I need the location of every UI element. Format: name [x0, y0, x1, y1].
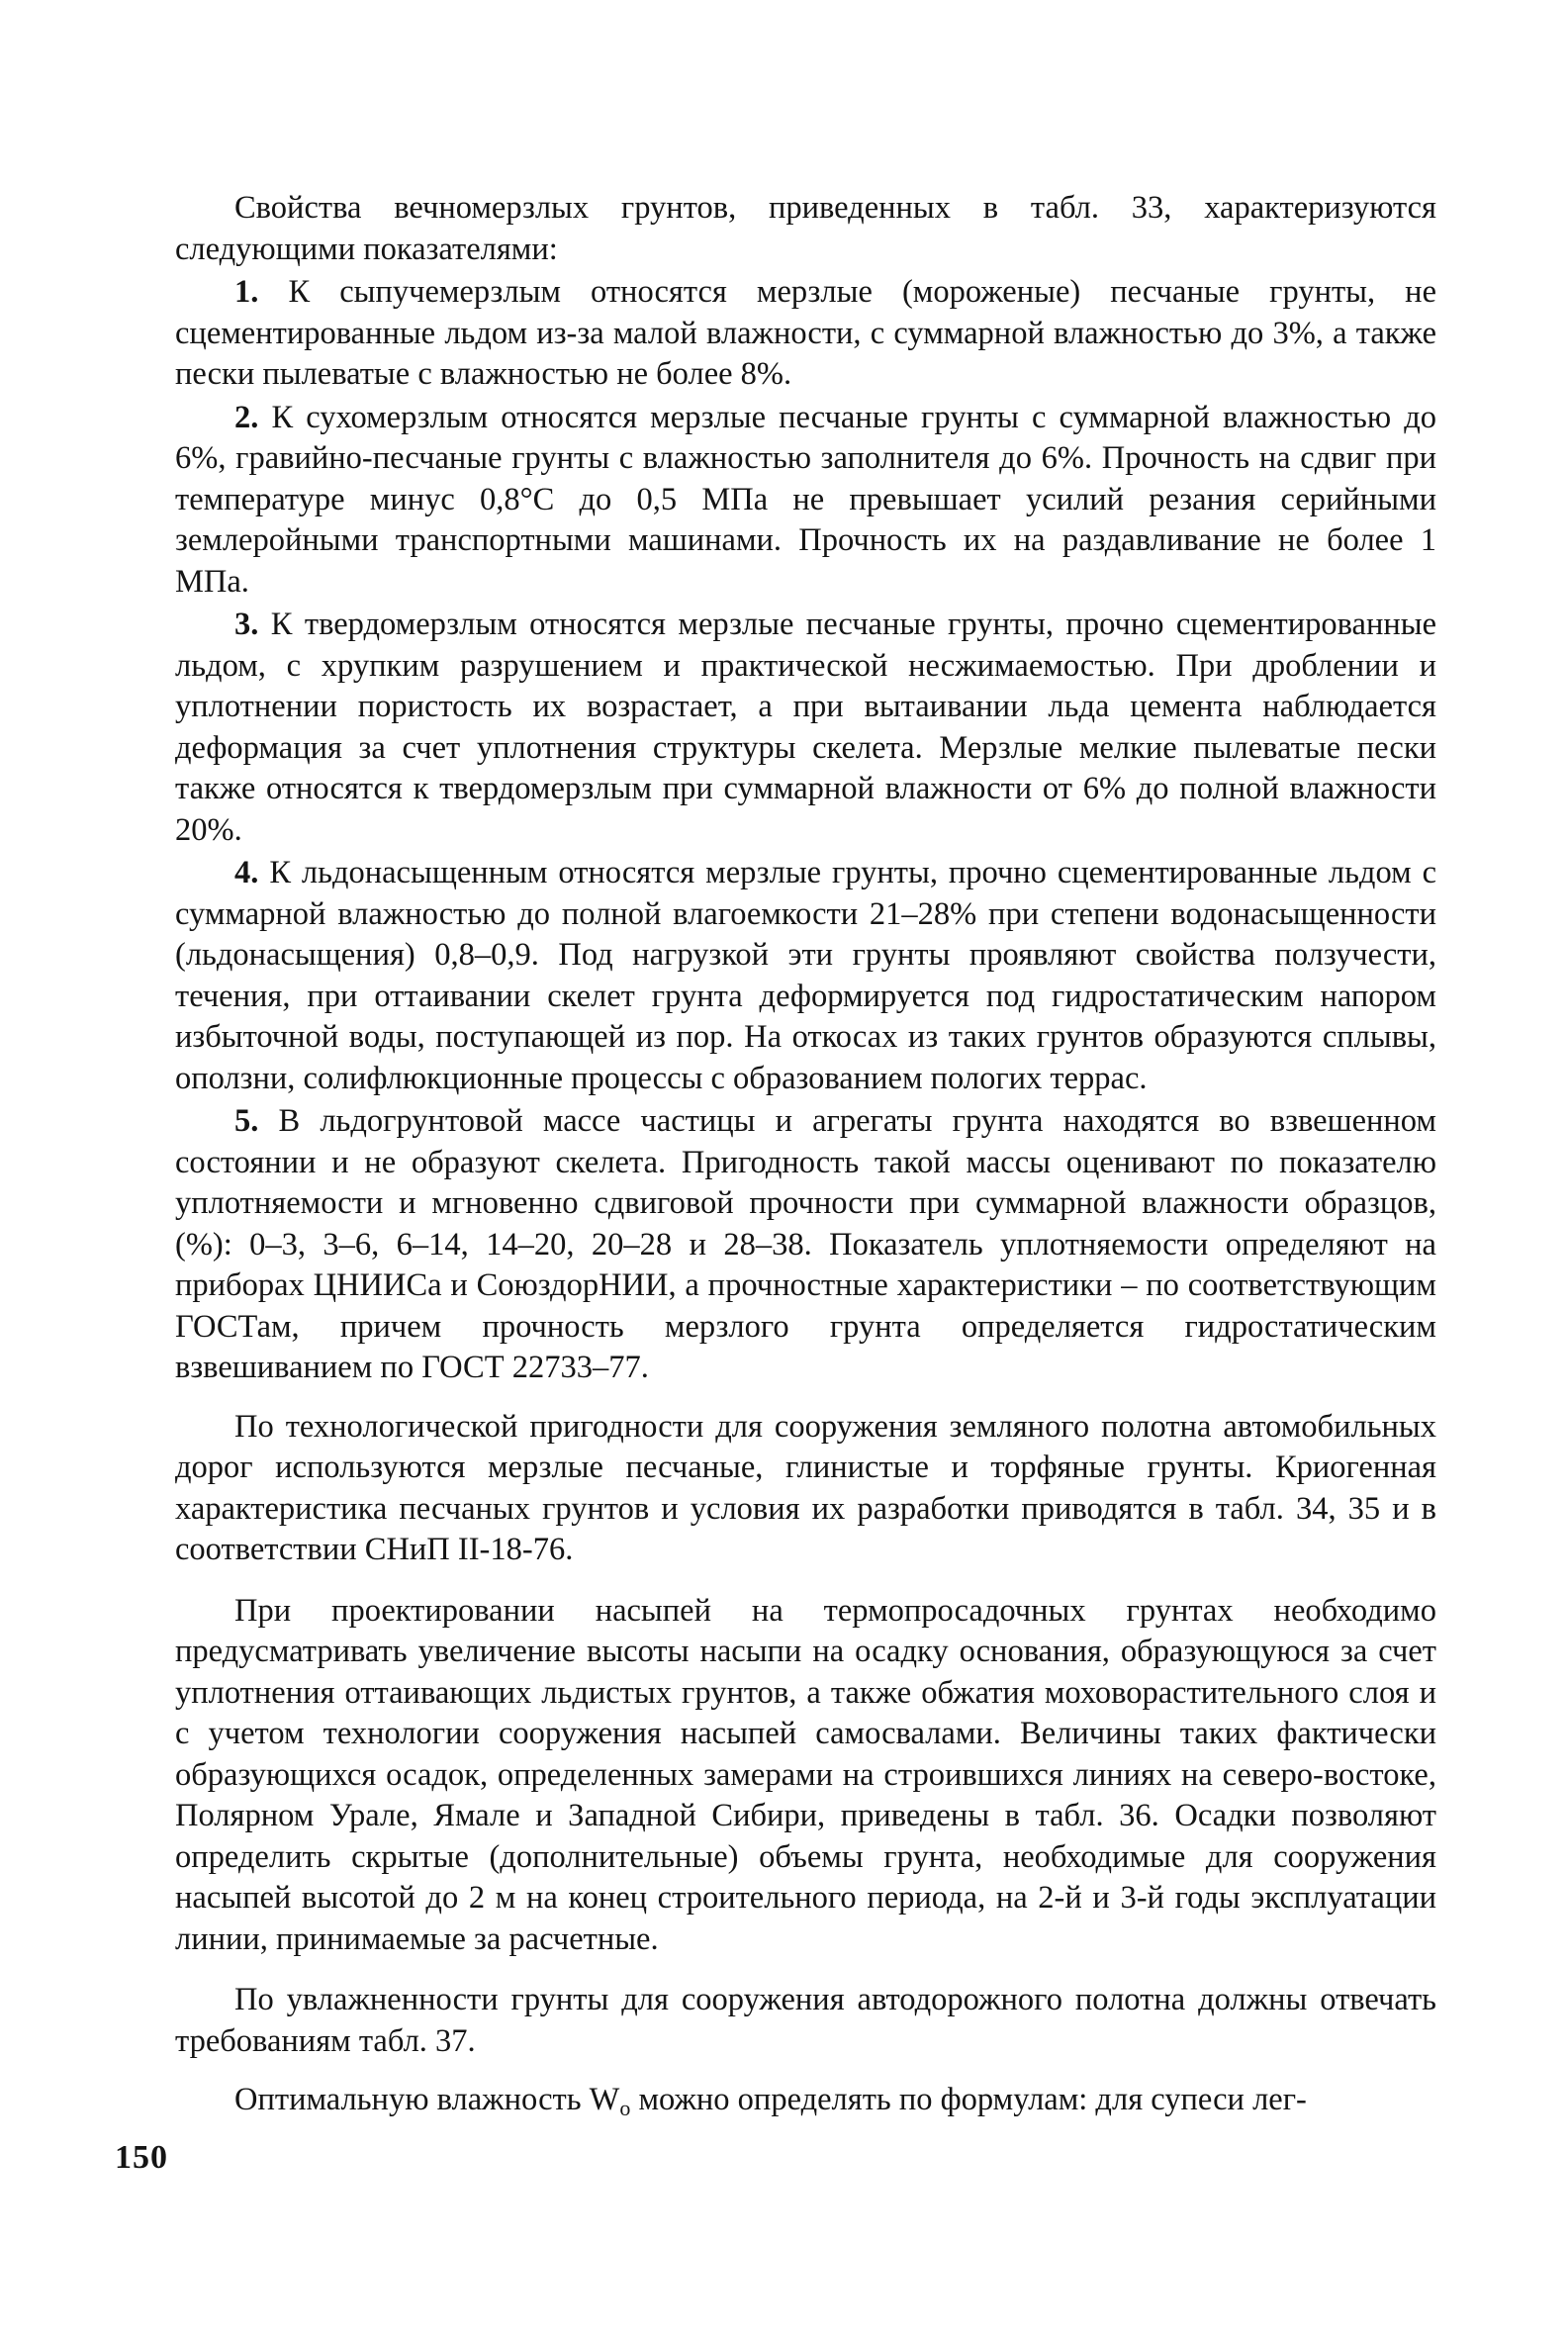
list-item-text: К льдонасыщенным относятся мерзлые грунты, прочно сцементированные льдом с суммарной влажностью до полной влагоемкости 21–28% при степени водонасыщенности (льдонасыщения) 0,8–0,9. Под нагрузкой эти грунты проявляют свойства ползучести, течения, при оттаивании скелет грунта деформируется под гидростатическим напором избыточной воды, поступающей из пор. На откосах из таких грунтов образуются сплывы, оползни, солифлюкционные процессы с образованием пологих террас. — [175, 855, 1437, 1096]
list-item-number: 4. — [234, 855, 259, 890]
page-number: 150 — [115, 2139, 168, 2176]
paragraph-technological-suitability: По технологической пригодности для сооружения земляного полотна автомобильных дорог используются мерзлые песчаные, глинистые и торфяные грунты. Криогенная характеристика песчаных грунтов и условия их разработки приводятся в табл. 34, 35 и в соответствии СНиП II-18-76. — [175, 1408, 1436, 1567]
intro-paragraph: Свойства вечномерзлых грунтов, приведенных в табл. 33, характеризуются следующими показателями: — [175, 190, 1436, 267]
list-item-3 — [175, 605, 1436, 851]
list-item-1 — [175, 272, 1436, 396]
list-item-text: К сыпучемерзлым относятся мерзлые (мороженые) песчаные грунты, не сцементированные льдом из-за малой влажности, с суммарной влажностью до 3%, а также пески пылеватые с влажностью не более 8%. — [175, 274, 1437, 392]
list-item-number: 5. — [234, 1103, 259, 1139]
text-column — [175, 188, 1436, 2129]
moisture-subscript: о — [619, 2096, 631, 2120]
optimal-moisture-text-end: можно определять по формулам: для супеси лег- — [630, 2082, 1307, 2117]
paragraph-moisture-requirements: По увлажненности грунты для сооружения автодорожного полотна должны отвечать требованиям табл. 37. — [175, 1982, 1436, 2059]
list-item-4 — [175, 853, 1436, 1099]
list-item-text: К твердомерзлым относятся мерзлые песчаные грунты, прочно сцементированные льдом, с хрупким разрушением и практической несжимаемостью. При дроблении и уплотнении пористость их возрастает, а при вытаивании льда цемента наблюдается деформация за счет уплотнения структуры скелета. Мерзлые мелкие пылеватые пески также относятся к твердомерзлым при суммарной влажности от 6% до полной влажности 20%. — [175, 607, 1436, 848]
list-item-text: В льдогрунтовой массе частицы и агрегаты грунта находятся во взвешенном состоянии и не образуют скелета. Пригодность такой массы оценивают по показателю уплотняемости и мгновенно сдвиговой прочности при суммарной влажности образцов, (%): 0–3, 3–6, 6–14, 14–20, 20–28 и 28–38. Показатель уплотняемости определяют на приборах ЦНИИСа и СоюздорНИИ, а прочностные характеристики – по соответствующим ГОСТам, причем прочность мерзлого грунта определяется гидростатическим взвешиванием по ГОСТ 22733–77. — [175, 1103, 1436, 1385]
list-item-text: К сухомерзлым относятся мерзлые песчаные грунты с суммарной влажностью до 6%, гравийно-песчаные грунты с влажностью заполнителя до 6%. Прочность на сдвиг при температуре минус 0,8°С до 0,5 МПа не превышает усилий резания серийными землеройными транспортными машинами. Прочность их на раздавливание не более 1 МПа. — [175, 399, 1437, 600]
list-item-2 — [175, 398, 1436, 604]
list-item-number: 1. — [234, 274, 259, 310]
paragraph-optimal-moisture — [175, 2080, 1436, 2129]
list-item-5 — [175, 1101, 1436, 1389]
paragraph-embankment-design: При проектировании насыпей на термопросадочных грунтах необходимо предусматривать увеличение высоты насыпи на осадку основания, образующуюся за счет уплотнения оттаивающих льдистых грунтов, а также обжатия моховорастительного слоя и с учетом технологии сооружения насыпей самосвалами. Величины таких фактически образующихся осадок, определенных замерами на строившихся линиях на северо-востоке, Полярном Урале, Ямале и Западной Сибири, приведены в табл. 36. Осадки позволяют определить скрытые (дополнительные) объемы грунта, необходимые для сооружения насыпей высотой до 2 м на конец строительного периода, на 2-й и 3-й годы эксплуатации линии, принимаемые за расчетные. — [175, 1592, 1436, 1957]
optimal-moisture-text-start: Оптимальную влажность W — [234, 2082, 620, 2117]
list-item-number: 2. — [234, 399, 259, 435]
list-item-number: 3. — [234, 607, 259, 642]
